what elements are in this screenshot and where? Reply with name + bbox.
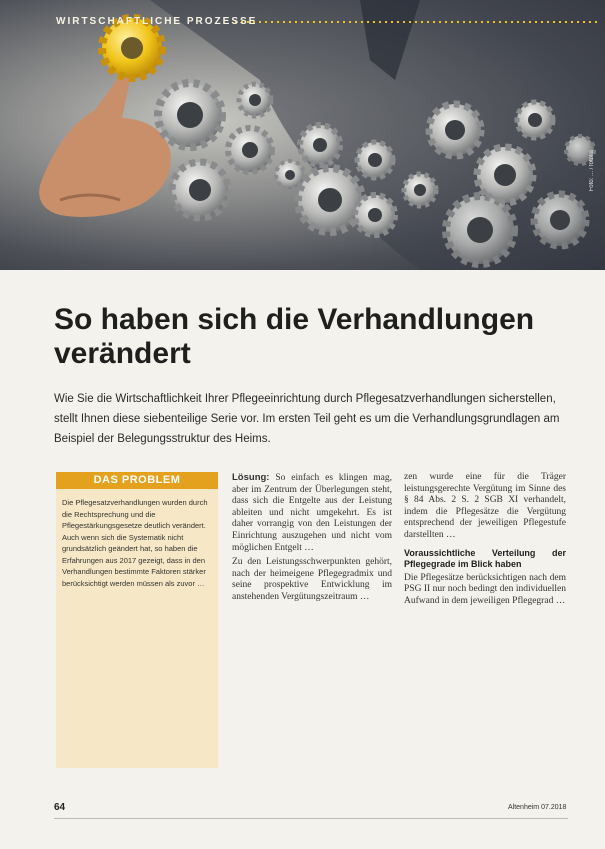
headline: So haben sich die Verhandlungen verändert [54, 303, 535, 370]
problem-box-title: DAS PROBLEM [56, 472, 218, 489]
text-column-2 [404, 472, 566, 610]
column-2-paragraph-1: zen wurde eine für die Träger leistungsgerechte Vergütung im Sinne des § 84 Abs. 2 S. 2 SGB XI verhandelt, indem die Pflegesätze die Vergütung entsprechend der jeweiligen Pflegestufe darstellten … [404, 472, 566, 540]
footer-rule [54, 818, 568, 819]
gears-illustration [0, 0, 605, 270]
column-1-text-1: So einfach es klingen mag, aber im Zentrum der Überlegungen steht, dass sich die Entgelte aus der Leistung ableiten und nicht umgekehrt. Es ist daher vorrangig von den Leistungen der Einrichtung auszugehen und nicht vom möglichen Entgelt … [232, 473, 392, 553]
issue-number: 07.2018 [541, 804, 567, 811]
photo-credit: Foto: ... / fotolia [589, 150, 595, 192]
text-column-1 [232, 472, 392, 607]
deck-text: Wie Sie die Wirtschaftlichkeit Ihrer Pflegeeinrichtung durch Pflegesatzverhandlungen sicherstellen, stellt Ihnen diese siebenteilige Serie vor. Im ersten Teil geht es um die Verhandlungsgrundlagen am Beispiel der Belegungsstruktur des Heims. [54, 393, 560, 445]
solution-lead: Lösung: [232, 472, 270, 483]
gold-gear-icon [102, 18, 162, 78]
problem-box-text: Die Pflegesatzverhandlungen wurden durch die Rechtsprechung und die Pflegestärkungsgesetze deutlich verändert. Auch wenn sich die Systematik nicht grundsätzlich geändert hat, so haben die Erfahrungen aus 2017 gezeigt, dass in den Verhandlungen bestimmte Faktoren stärker berücksichtigt werden müssen als zuvor … [62, 498, 208, 588]
column-1-paragraph-2: Zu den Leistungsschwerpunkten gehört, nach der heimeigene Pflegegradmix und seine prospektive Entwicklung im anstehenden Vergütungszeitraum … [232, 557, 392, 602]
page-number: 64 [54, 802, 66, 813]
problem-box [56, 472, 218, 768]
column-2-subhead: Voraussichtliche Verteilung der Pflegegrade im Blick haben [404, 547, 566, 570]
magazine-name: Altenheim [508, 804, 540, 811]
footer-magazine [508, 804, 566, 811]
section-label: WIRTSCHAFTLICHE PROZESSE [56, 16, 258, 27]
hero-image [0, 0, 605, 270]
column-1-paragraph-1 [232, 472, 392, 554]
column-2-paragraph-2: Die Pflegesätze berücksichtigen nach dem PSG II nur noch bedingt den individuellen Aufwand in dem jeweiligen Pflegegrad … [404, 572, 566, 606]
